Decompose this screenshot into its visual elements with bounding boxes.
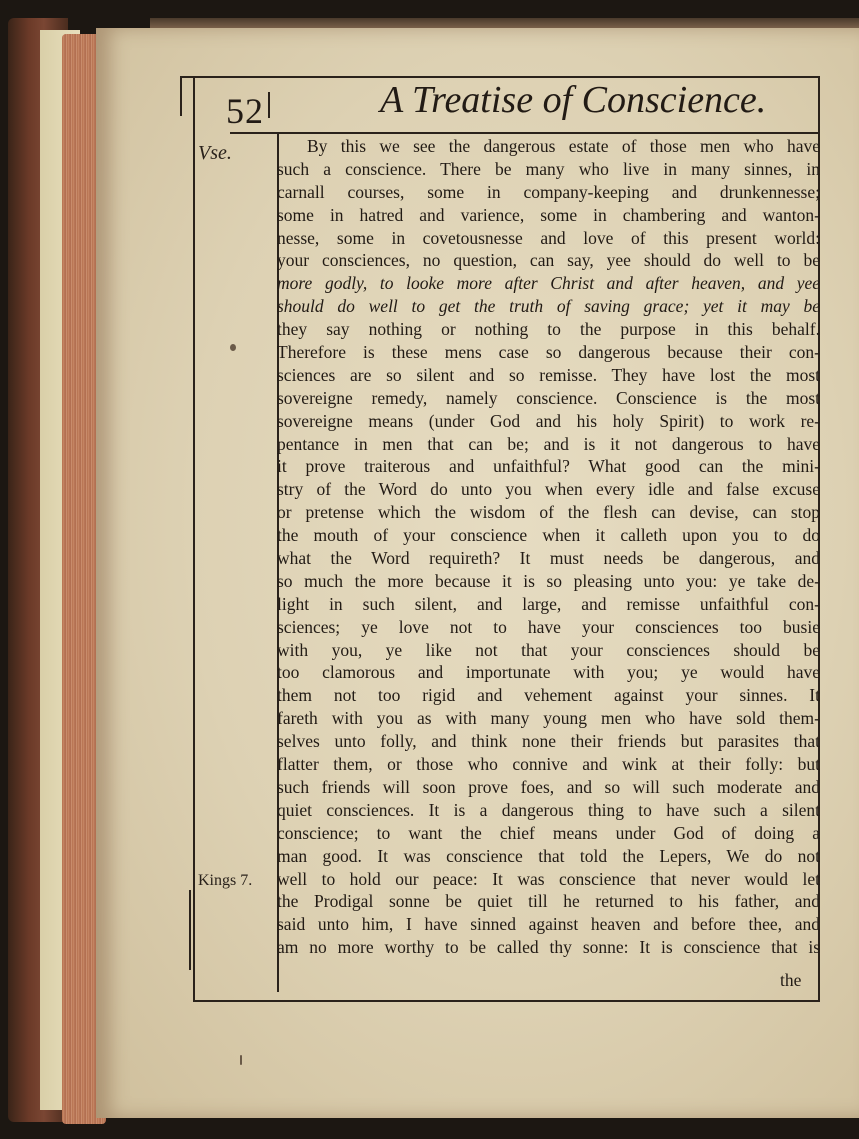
text-line: sciences are so silent and so remisse. They have lost the most [277,364,820,385]
text-line: sovereigne remedy, namely conscience. Conscience is the most [277,387,820,408]
text-line: sciences; ye love not to have your consciences too busie [277,616,820,637]
text-line: or pretense which the wisdom of the flesh can devise, can stop [277,502,820,523]
margin-note-use: Vse. [198,142,232,164]
kings-note-rule [189,890,191,970]
text-line: it prove traiterous and unfaithful? What good can the mini- [277,456,820,477]
text-line: said unto him, I have sinned against heaven and before thee, and [277,914,820,935]
text-line: should do well to get the truth of saving grace; yet it may be [277,296,820,317]
body-text [277,135,820,959]
footer-rule [193,1000,820,1002]
text-line: fareth with you as with many young men who have sold them- [277,708,820,729]
paper-speck [240,1055,242,1065]
text-line: the mouth of your conscience when it calleth upon you to do [277,525,820,546]
text-line: light in such silent, and large, and remisse unfaithful con- [277,593,820,614]
text-line: they say nothing or nothing to the purpose in this behalf. [277,319,820,340]
text-line: what the Word requireth? It must needs be dangerous, and [277,548,820,569]
text-line: sovereigne means (under God and his holy Spirit) to work re- [277,410,820,431]
page-number: 52 [226,91,264,131]
outer-left-rule [180,76,182,116]
text-line: so much the more because it is so pleasing unto you: ye take de- [277,570,820,591]
header-divider [268,92,270,118]
running-title: A Treatise of Conscience. [380,79,767,121]
text-line: flatter them, or those who connive and wink at their folly: but [277,754,820,775]
text-line: your consciences, no question, can say, yee should do well to be [277,250,820,271]
text-line: too clamorous and importunate with you; ye would have [277,662,820,683]
catchword: the [780,970,802,990]
text-line: stry of the Word do unto you when every idle and false excuse [277,479,820,500]
text-line: pentance in men that can be; and is it not dangerous to have [277,433,820,454]
text-line: quiet consciences. It is a dangerous thing to have such a silent [277,799,820,820]
text-line: conscience; to want the chief means under God of doing a [277,822,820,843]
text-line: well to hold our peace: It was conscience that never would let [277,868,820,889]
text-line: the Prodigal sonne be quiet till he returned to his father, and [277,891,820,912]
text-line: By this we see the dangerous estate of those men who have [307,136,820,156]
text-line: carnall courses, some in company-keeping and drunkennesse; [277,181,820,202]
text-line: such a conscience. There be many who live in many sinnes, in [277,158,820,179]
text-line: more godly, to looke more after Christ and after heaven, and yee [277,273,820,294]
text-line: am no more worthy to be called thy sonne: It is conscience that is [277,937,820,958]
margin-note-kings: Kings 7. [198,872,253,889]
text-line: with you, ye like not that your consciences should be [277,639,820,660]
text-line: them not too rigid and vehement against your sinnes. It [277,685,820,706]
text-line: some in hatred and varience, some in chambering and wanton- [277,204,820,225]
text-line: nesse, some in covetousnesse and love of this present world: [277,227,820,248]
text-line: such friends will soon prove foes, and so will such moderate and [277,776,820,797]
text-line: man good. It was conscience that told the Lepers, We do not [277,845,820,866]
text-line: selves unto folly, and think none their friends but parasites that [277,731,820,752]
text-line: Therefore is these mens case so dangerous because their con- [277,342,820,363]
paper-speck [230,344,236,351]
